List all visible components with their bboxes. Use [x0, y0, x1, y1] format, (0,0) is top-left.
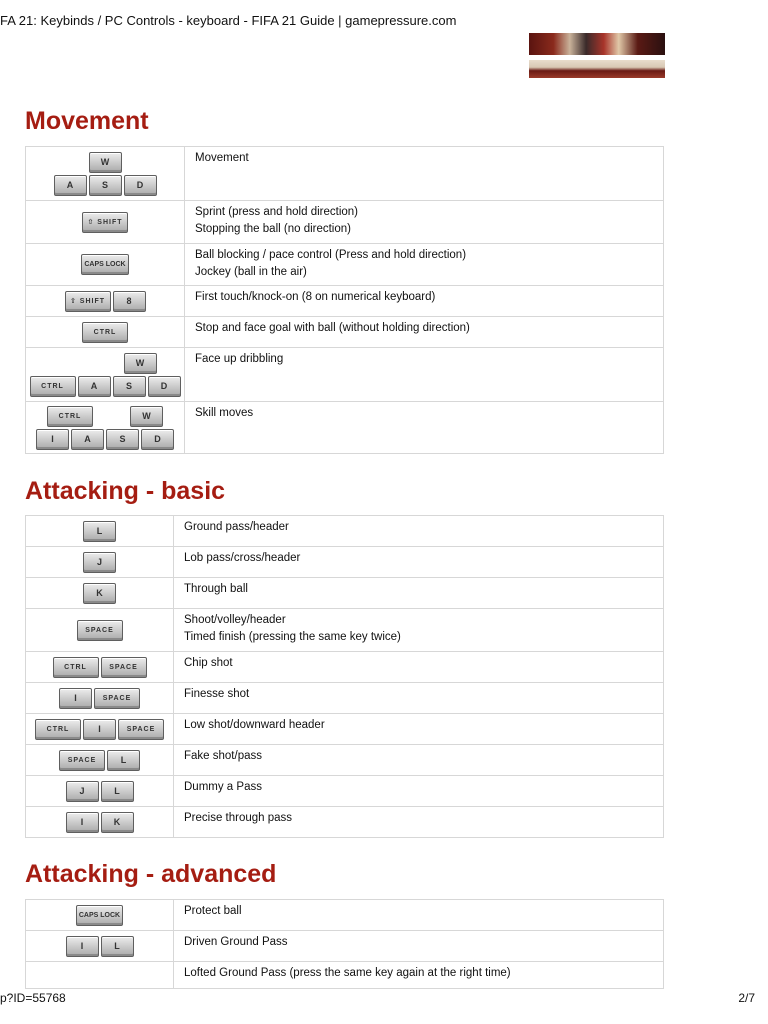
- keyboard-key: W: [130, 406, 163, 427]
- table-row: [26, 745, 664, 776]
- table-row: [26, 317, 664, 348]
- table-row: [26, 147, 664, 201]
- table-row: [26, 348, 664, 402]
- keyboard-key: CAPS LOCK: [81, 254, 128, 275]
- keyboard-key: CTRL: [30, 376, 76, 397]
- description-line: Protect ball: [184, 905, 242, 917]
- table-row: [26, 402, 664, 454]
- keyboard-key: A: [54, 175, 87, 196]
- description-line: Ball blocking / pace control (Press and hold direction): [195, 249, 467, 261]
- key-combo-cell: [26, 683, 174, 714]
- description-line: Precise through pass: [184, 812, 293, 824]
- key-combo-cell: [26, 745, 174, 776]
- control-description: [185, 147, 664, 201]
- description-line: Fake shot/pass: [184, 750, 262, 762]
- keyboard-key: K: [101, 812, 134, 833]
- keyboard-key: L: [101, 781, 134, 802]
- keyboard-key: I: [66, 936, 99, 957]
- control-description: [174, 652, 664, 683]
- description-line: First touch/knock-on (8 on numerical keyboard): [195, 291, 436, 303]
- table-row: [26, 683, 664, 714]
- table-row: [26, 609, 664, 652]
- description-line: Timed finish (pressing the same key twice): [184, 631, 401, 643]
- key-combo-cell: [26, 578, 174, 609]
- keyboard-key: CAPS LOCK: [76, 905, 123, 926]
- control-description: [185, 201, 664, 244]
- keyboard-key: SPACE: [94, 688, 140, 709]
- keyboard-key: CTRL: [35, 719, 81, 740]
- key-combo-cell: [26, 244, 185, 286]
- keyboard-key: L: [83, 521, 116, 542]
- page-title: FA 21: Keybinds / PC Controls - keyboard - FIFA 21 Guide | gamepressure.com: [0, 13, 457, 28]
- control-description: [174, 516, 664, 547]
- keyboard-key: S: [113, 376, 146, 397]
- table-row: [26, 516, 664, 547]
- keyboard-key: I: [66, 812, 99, 833]
- keyboard-key: ⇧ SHIFT: [82, 212, 128, 233]
- key-combo-cell: [26, 807, 174, 838]
- key-combo-cell: [26, 652, 174, 683]
- table-row: [26, 201, 664, 244]
- control-description: [174, 962, 664, 989]
- keyboard-key: SPACE: [59, 750, 105, 771]
- key-combo-cell: [26, 516, 174, 547]
- keyboard-key: CTRL: [53, 657, 99, 678]
- description-line: Stop and face goal with ball (without holding direction): [195, 322, 470, 334]
- keyboard-key: W: [89, 152, 122, 173]
- key-combo-cell: [26, 900, 174, 931]
- control-description: [185, 348, 664, 402]
- page-number: 2/7: [738, 991, 755, 1005]
- keyboard-key: ⇧ SHIFT: [65, 291, 111, 312]
- control-description: [174, 776, 664, 807]
- description-line: Lob pass/cross/header: [184, 552, 301, 564]
- keyboard-key: CTRL: [82, 322, 128, 343]
- table-row: [26, 286, 664, 317]
- key-combo-cell: [26, 962, 174, 989]
- table-row: [26, 776, 664, 807]
- keyboard-key: L: [107, 750, 140, 771]
- keyboard-key: J: [66, 781, 99, 802]
- keyboard-key: 8: [113, 291, 146, 312]
- control-description: [185, 286, 664, 317]
- table-row: [26, 244, 664, 286]
- table-row: [26, 900, 664, 931]
- control-description: [185, 317, 664, 348]
- table-row: [26, 931, 664, 962]
- description-line: Dummy a Pass: [184, 781, 262, 793]
- keyboard-key: K: [83, 583, 116, 604]
- section-title-attacking-advanced: Attacking - advanced: [25, 860, 277, 888]
- control-description: [174, 714, 664, 745]
- description-line: Driven Ground Pass: [184, 936, 288, 948]
- description-line: Low shot/downward header: [184, 719, 325, 731]
- description-line: Stopping the ball (no direction): [195, 223, 351, 235]
- keyboard-key: CTRL: [47, 406, 93, 427]
- key-combo-cell: [26, 317, 185, 348]
- keyboard-key: A: [71, 429, 104, 450]
- movement-controls-table: [25, 146, 664, 454]
- table-row: [26, 714, 664, 745]
- control-description: [174, 609, 664, 652]
- table-row: [26, 807, 664, 838]
- key-combo-cell: [26, 714, 174, 745]
- description-line: Shoot/volley/header: [184, 614, 286, 626]
- key-combo-cell: [26, 201, 185, 244]
- key-combo-cell: [26, 147, 185, 201]
- attacking-basic-controls-table: [25, 515, 664, 838]
- control-description: [185, 244, 664, 286]
- description-line: Ground pass/header: [184, 521, 289, 533]
- description-line: Finesse shot: [184, 688, 250, 700]
- control-description: [174, 900, 664, 931]
- banner-image: [529, 33, 665, 55]
- keyboard-key: D: [141, 429, 174, 450]
- key-combo-cell: [26, 609, 174, 652]
- description-line: Face up dribbling: [195, 353, 284, 365]
- keyboard-key: D: [148, 376, 181, 397]
- keyboard-key: A: [78, 376, 111, 397]
- control-description: [174, 745, 664, 776]
- section-title-attacking-basic: Attacking - basic: [25, 477, 226, 505]
- keyboard-key: SPACE: [77, 620, 123, 641]
- keyboard-key: I: [59, 688, 92, 709]
- keyboard-key: I: [83, 719, 116, 740]
- control-description: [185, 402, 664, 454]
- key-combo-cell: [26, 286, 185, 317]
- footer-url: p?ID=55768: [0, 991, 66, 1005]
- description-line: Chip shot: [184, 657, 233, 669]
- description-line: Skill moves: [195, 407, 254, 419]
- description-line: Movement: [195, 152, 249, 164]
- table-row: [26, 962, 664, 989]
- attacking-advanced-controls-table: [25, 899, 664, 989]
- keyboard-key: SPACE: [101, 657, 147, 678]
- key-combo-cell: [26, 931, 174, 962]
- table-row: [26, 652, 664, 683]
- table-row: [26, 578, 664, 609]
- description-line: Lofted Ground Pass (press the same key again at the right time): [184, 967, 511, 979]
- keyboard-key: L: [101, 936, 134, 957]
- control-description: [174, 807, 664, 838]
- keyboard-key: I: [36, 429, 69, 450]
- banner-image-secondary: [529, 60, 665, 78]
- section-title-movement: Movement: [25, 107, 149, 135]
- control-description: [174, 547, 664, 578]
- keyboard-key: SPACE: [118, 719, 164, 740]
- keyboard-key: D: [124, 175, 157, 196]
- description-line: Sprint (press and hold direction): [195, 206, 358, 218]
- keyboard-key: S: [89, 175, 122, 196]
- keyboard-key: S: [106, 429, 139, 450]
- key-combo-cell: [26, 402, 185, 454]
- table-row: [26, 547, 664, 578]
- key-combo-cell: [26, 348, 185, 402]
- keyboard-key: J: [83, 552, 116, 573]
- description-line: Through ball: [184, 583, 248, 595]
- control-description: [174, 683, 664, 714]
- control-description: [174, 931, 664, 962]
- keyboard-key: W: [124, 353, 157, 374]
- key-combo-cell: [26, 776, 174, 807]
- key-combo-cell: [26, 547, 174, 578]
- control-description: [174, 578, 664, 609]
- description-line: Jockey (ball in the air): [195, 266, 307, 278]
